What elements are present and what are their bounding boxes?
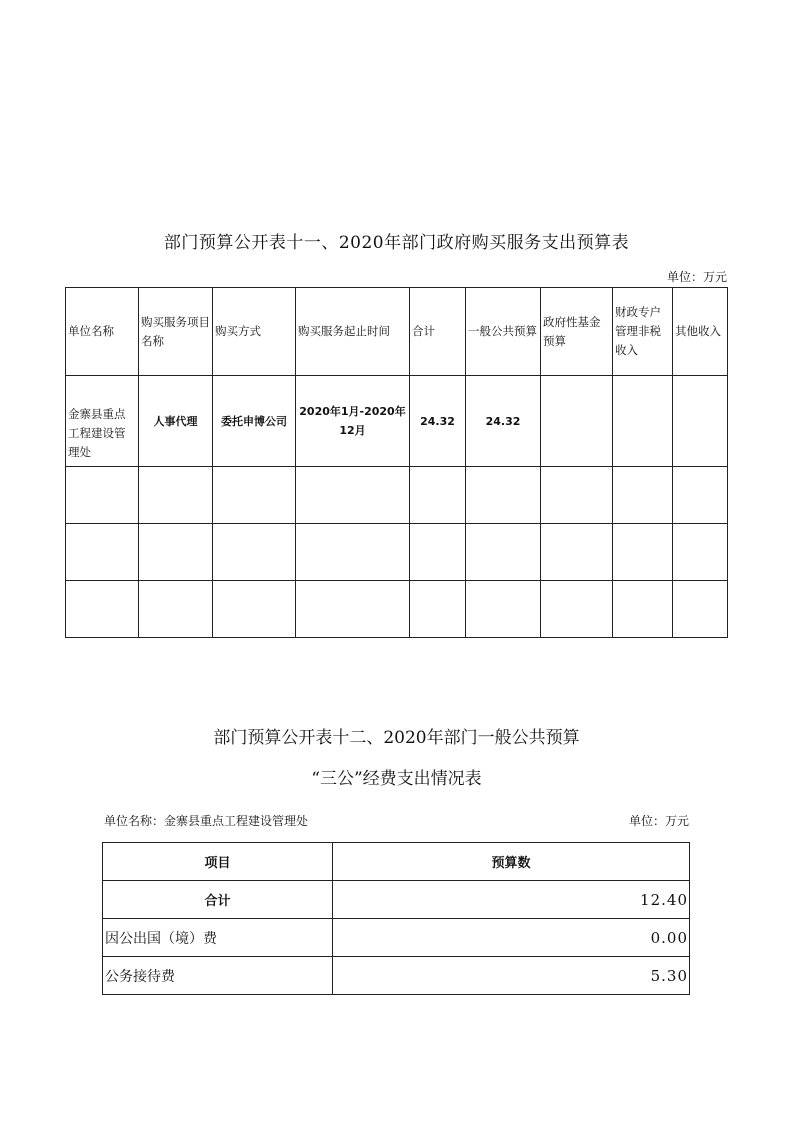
table12-unit: 单位：万元 — [628, 814, 689, 828]
cell-unit-name: 金寨县重点工程建设管理处 — [66, 376, 139, 467]
row-value-overseas: 0.00 — [333, 919, 690, 957]
table12-title-line1: 部门预算公开表十二、2020年部门一般公共预算 — [213, 728, 580, 748]
header-other-income: 其他收入 — [673, 288, 728, 376]
cell-special-account — [613, 376, 673, 467]
cell-general-budget: 24.32 — [466, 376, 541, 467]
cell-total: 24.32 — [410, 376, 466, 467]
table-row — [66, 376, 728, 467]
table12-unit-name: 单位名称：金寨县重点工程建设管理处 — [104, 814, 309, 828]
header-fund-budget: 政府性基金预算 — [541, 288, 613, 376]
header-period: 购买服务起止时间 — [296, 288, 410, 376]
table11-title: 部门预算公开表十一、2020年部门政府购买服务支出预算表 — [163, 233, 630, 253]
cell-fund-budget — [541, 376, 613, 467]
purchase-services-table — [65, 287, 728, 638]
table12-title-line2: “三公”经费支出情况表 — [311, 769, 482, 789]
table-row-empty — [66, 581, 728, 638]
table-row-empty — [66, 524, 728, 581]
header-item: 项目 — [103, 843, 333, 881]
cell-method: 委托申博公司 — [213, 376, 296, 467]
cell-period: 2020年1月-2020年12月 — [296, 376, 410, 467]
table-row — [103, 881, 690, 919]
header-total: 合计 — [410, 288, 466, 376]
header-purchase-method: 购买方式 — [213, 288, 296, 376]
table-header-row — [66, 288, 728, 376]
table-row — [103, 957, 690, 995]
table-header-row — [103, 843, 690, 881]
header-project-name: 购买服务项目名称 — [139, 288, 213, 376]
cell-other — [673, 376, 728, 467]
row-item-overseas: 因公出国（境）费 — [103, 919, 333, 957]
header-unit-name: 单位名称 — [66, 288, 139, 376]
header-general-budget: 一般公共预算 — [466, 288, 541, 376]
header-budget-amount: 预算数 — [333, 843, 690, 881]
row-value-reception: 5.30 — [333, 957, 690, 995]
row-item-reception: 公务接待费 — [103, 957, 333, 995]
row-value-total: 12.40 — [333, 881, 690, 919]
table11-unit: 单位：万元 — [666, 270, 727, 284]
cell-project: 人事代理 — [139, 376, 213, 467]
table-row — [103, 919, 690, 957]
row-item-total: 合计 — [103, 881, 333, 919]
table-row-empty — [66, 467, 728, 524]
header-special-account: 财政专户管理非税收入 — [613, 288, 673, 376]
three-public-expenses-table — [102, 842, 690, 995]
